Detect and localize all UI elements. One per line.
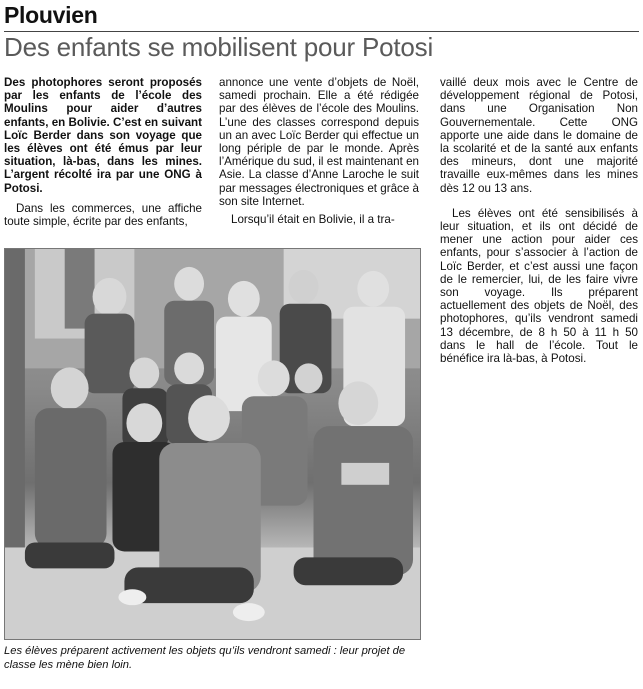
group-photo-illustration: [5, 249, 420, 639]
headline: Des enfants se mobilisent pour Potosi: [4, 32, 434, 62]
body-paragraph: annonce une vente d’objets de Noël, samedi prochain. Elle a été rédigée par des élèves de l’école des Moulins. L’une des classes correspond depuis un an avec Loïc Berder qui effectue un long périple de par le monde. Après l’Amérique du sud, il est maintenant en Asie. La classe d’Anne Laroche le suit par messages électroniques et grâce à son site Internet.: [219, 76, 419, 208]
column-2: [219, 76, 419, 226]
kicker-location: Plouvien: [4, 2, 98, 28]
photo-caption: Les élèves préparent activement les objets qu’ils vendront samedi : leur projet de classe les mène bien loin.: [4, 645, 406, 671]
column-1: [4, 76, 202, 228]
chapeau-lead: Des photophores seront proposés par les enfants de l’école des Moulins pour aider d’autres enfants, en Bolivie. C’est en suivant Loïc Berder dans son voyage que les élèves ont été émus par leur situation, là-bas, dans les mines. L’argent récolté ira par une ONG à Potosi.: [4, 76, 202, 195]
body-paragraph: Dans les commerces, une affiche toute simple, écrite par des enfants,: [4, 201, 202, 229]
group-photo: [4, 248, 421, 640]
body-paragraph: vaillé deux mois avec le Centre de développement régional de Potosi, dans une Organisation Non Gouvernementale. Cette ONG apporte une aide dans le domaine de la scolarité et de la santé aux enfants des mineurs, dont une majorité travaille eux-mêmes dans les mines dès 12 ou 13 ans.: [440, 76, 638, 195]
body-paragraph: Les élèves ont été sensibilisés à leur situation, et ils ont décidé de mener une action pour aider ces enfants, pour s’associer à l’action de Loïc Berder, et c’est aussi une façon de le remercier, lui, de les faire vivre son voyage. Ils préparent actuellement des objets de Noël, des photophores, qu’ils vendront samedi 13 décembre, de 8 h 50 à 11 h 50 dans le hall de l’école. Tout le bénéfice ira là-bas, à Potosi.: [440, 206, 638, 366]
body-paragraph: Lorsqu’il était en Bolivie, il a tra-: [231, 213, 395, 227]
column-3: [440, 76, 638, 365]
